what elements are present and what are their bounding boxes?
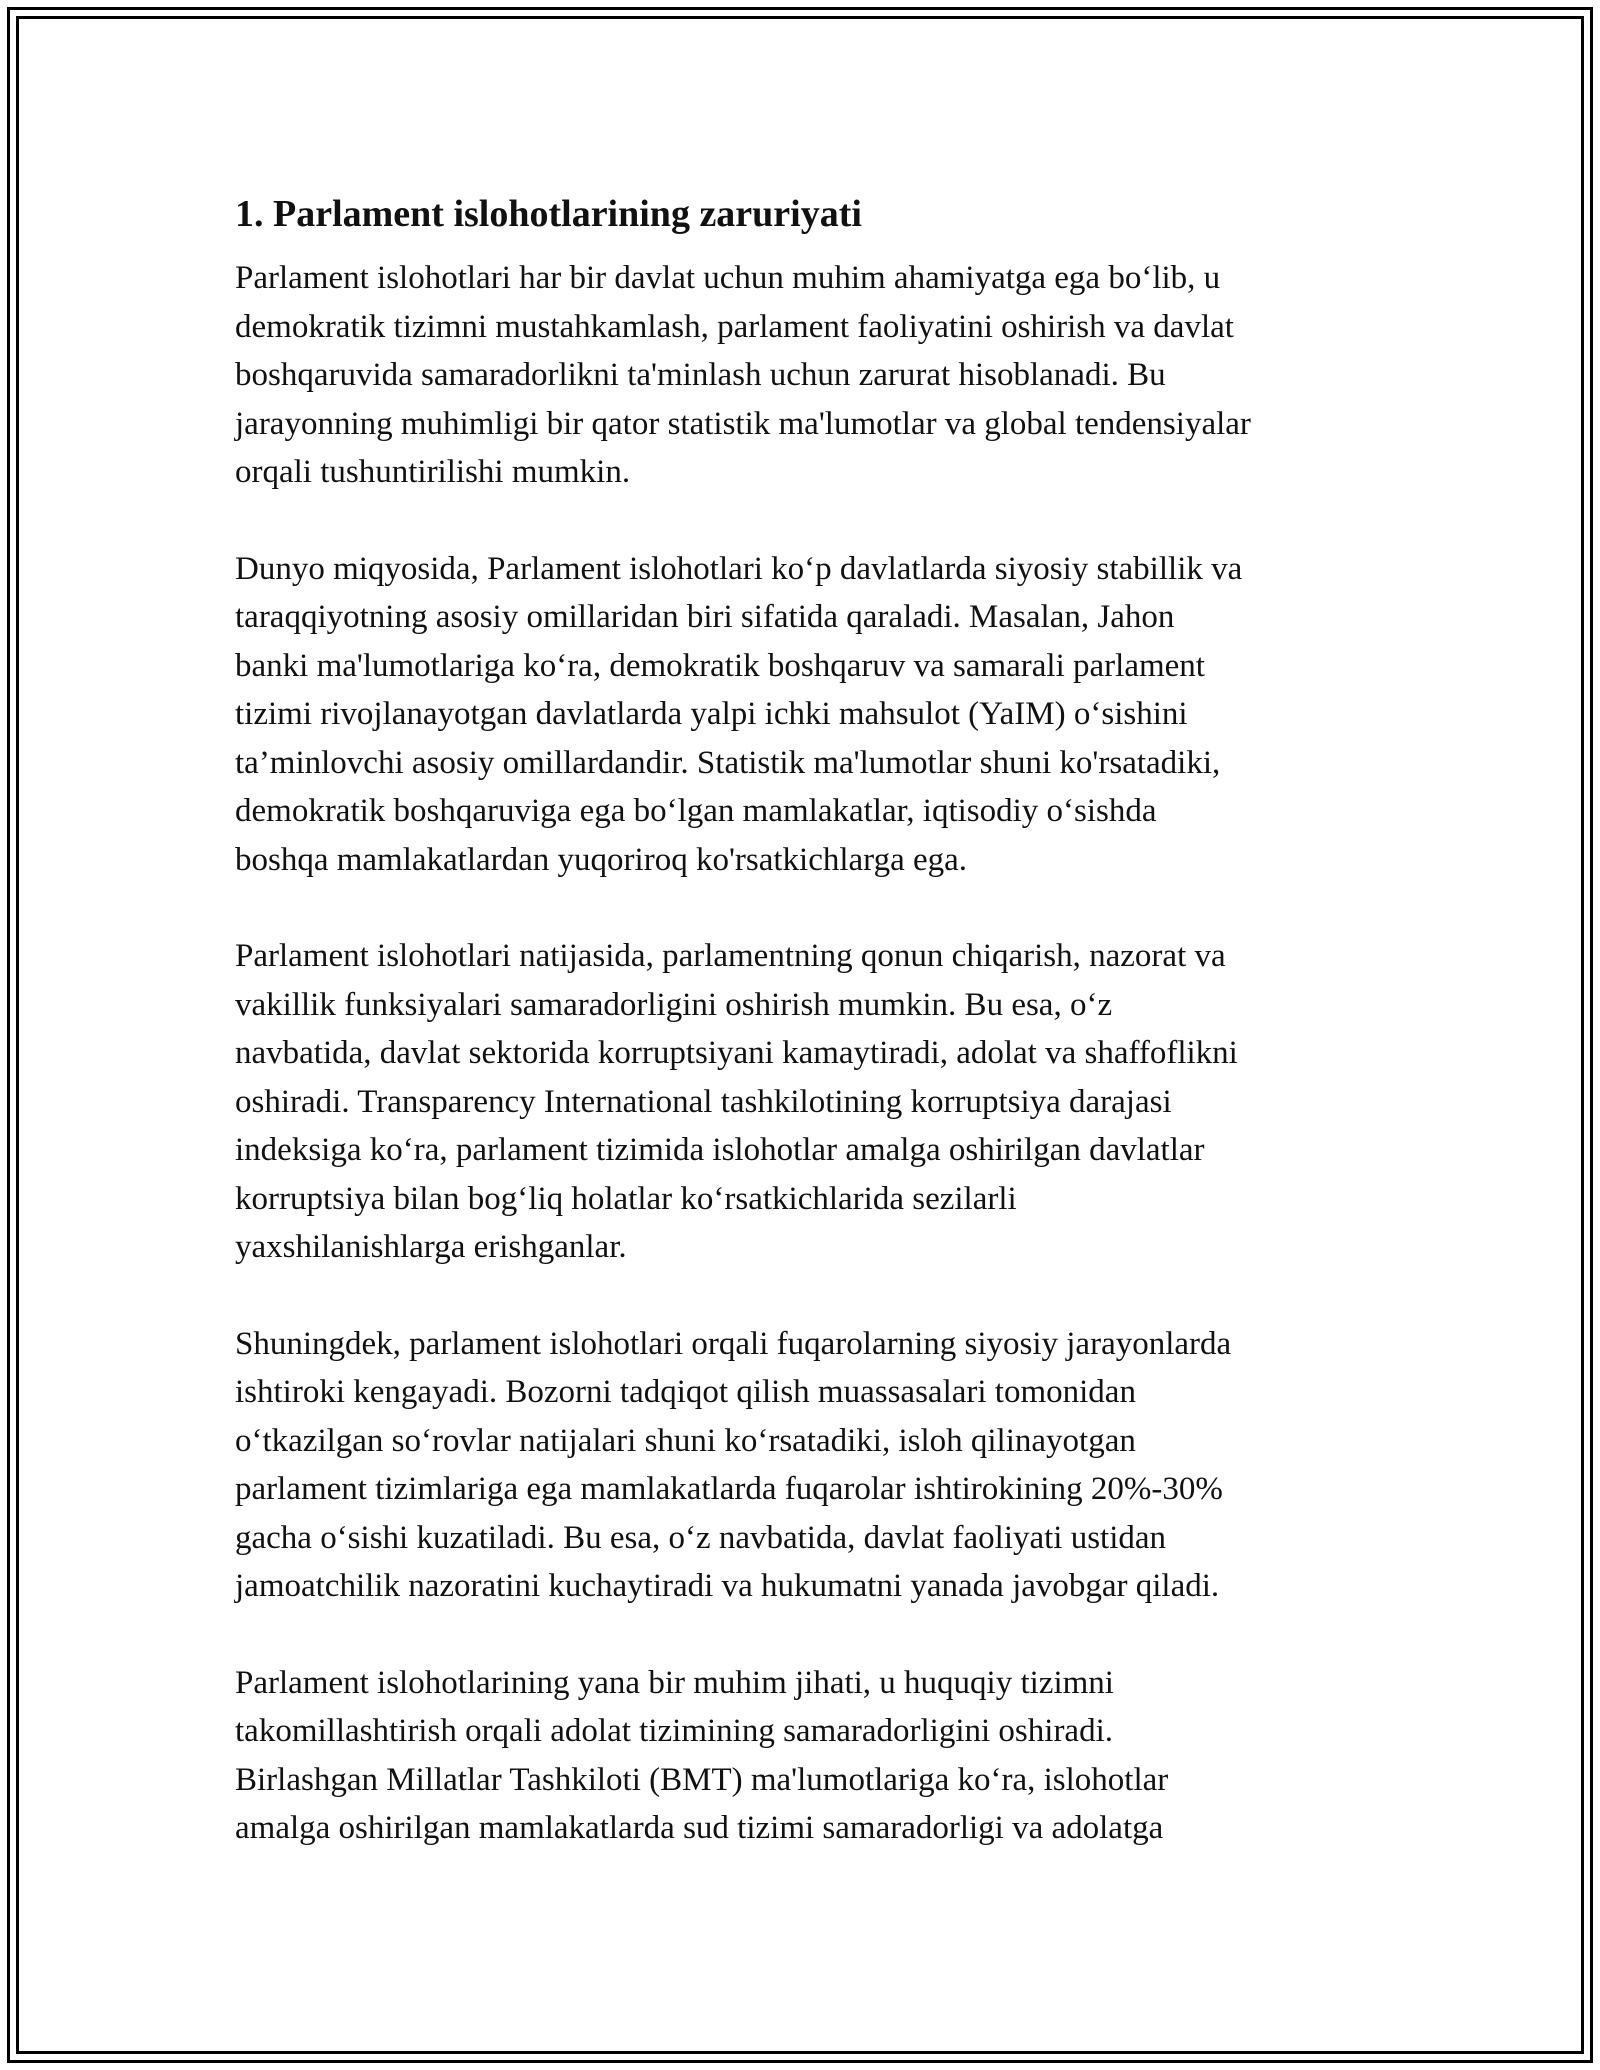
text-line: o‘tkazilgan so‘rovlar natijalari shuni ko‘rsatadiki, isloh qilinayotgan bbox=[235, 1422, 1136, 1459]
text-line: Parlament islohotlari har bir davlat uchun muhim ahamiyatga ega bo‘lib, u bbox=[235, 260, 1221, 296]
text-line: banki ma'lumotlariga ko‘ra, demokratik boshqaruv va samarali parlament bbox=[235, 647, 1205, 684]
text-line: Shuningdek, parlament islohotlari orqali fuqarolarning siyosiy jarayonlarda bbox=[235, 1325, 1232, 1362]
text-line: Birlashgan Millatlar Tashkiloti (BMT) ma'lumotlariga ko‘ra, islohotlar bbox=[235, 1761, 1169, 1798]
paragraph-3 bbox=[235, 932, 1385, 1272]
text-line: indeksiga ko‘ra, parlament tizimida islohotlar amalga oshirilgan davlatlar bbox=[235, 1132, 1205, 1168]
text-line: amalga oshirilgan mamlakatlarda sud tizimi samaradorligi va adolatga bbox=[235, 1810, 1164, 1846]
document-body bbox=[235, 186, 1385, 1901]
section-heading: 1. Parlament islohotlarining zaruriyati bbox=[235, 193, 862, 235]
text-line: gacha o‘sishi kuzatiladi. Bu esa, o‘z navbatida, davlat faoliyati ustidan bbox=[235, 1519, 1167, 1556]
text-line: vakillik funksiyalari samaradorligini oshirish mumkin. Bu esa, o‘z bbox=[235, 986, 1113, 1023]
text-line: tizimi rivojlanayotgan davlatlarda yalpi ichki mahsulot (YaIM) o‘sishini bbox=[235, 696, 1188, 732]
paragraph-1 bbox=[235, 254, 1385, 497]
text-line: boshqa mamlakatlardan yuqoriroq ko'rsatkichlarga ega. bbox=[235, 841, 968, 878]
text-line: parlament tizimlariga ega mamlakatlarda fuqarolar ishtirokining 20%-30% bbox=[235, 1471, 1223, 1507]
paragraph-4 bbox=[235, 1320, 1385, 1611]
paragraph-5 bbox=[235, 1659, 1385, 1853]
text-line: boshqaruvida samaradorlikni ta'minlash uchun zarurat hisoblanadi. Bu bbox=[235, 357, 1166, 393]
text-line: orqali tushuntirilishi mumkin. bbox=[235, 454, 631, 490]
text-line: Parlament islohotlarining yana bir muhim jihati, u huquqiy tizimni bbox=[235, 1664, 1114, 1701]
text-line: demokratik tizimni mustahkamlash, parlament faoliyatini oshirish va davlat bbox=[235, 308, 1234, 345]
text-line: yaxshilanishlarga erishganlar. bbox=[235, 1229, 627, 1265]
text-line: jarayonning muhimligi bir qator statistik ma'lumotlar va global tendensiyalar bbox=[235, 405, 1251, 442]
text-line: korruptsiya bilan bog‘liq holatlar ko‘rsatkichlarida sezilarli bbox=[235, 1180, 1017, 1217]
text-line: takomillashtirish orqali adolat tizimining samaradorligini oshiradi. bbox=[235, 1713, 1113, 1749]
text-line: navbatida, davlat sektorida korruptsiyani kamaytiradi, adolat va shaffoflikni bbox=[235, 1035, 1238, 1071]
text-line: Dunyo miqyosida, Parlament islohotlari ko‘p davlatlarda siyosiy stabillik va bbox=[235, 550, 1243, 587]
text-line: jamoatchilik nazoratini kuchaytiradi va hukumatni yanada javobgar qiladi. bbox=[235, 1568, 1220, 1604]
text-line: oshiradi. Transparency International tashkilotining korruptsiya darajasi bbox=[235, 1083, 1172, 1120]
text-line: ishtiroki kengayadi. Bozorni tadqiqot qilish muassasalari tomonidan bbox=[235, 1374, 1136, 1410]
text-line: Parlament islohotlari natijasida, parlamentning qonun chiqarish, nazorat va bbox=[235, 938, 1226, 974]
text-line: taraqqiyotning asosiy omillaridan biri sifatida qaraladi. Masalan, Jahon bbox=[235, 599, 1175, 635]
text-line: ta’minlovchi asosiy omillardandir. Statistik ma'lumotlar shuni ko'rsatadiki, bbox=[235, 744, 1221, 781]
text-line: demokratik boshqaruviga ega bo‘lgan mamlakatlar, iqtisodiy o‘sishda bbox=[235, 793, 1157, 829]
paragraph-2 bbox=[235, 545, 1385, 885]
